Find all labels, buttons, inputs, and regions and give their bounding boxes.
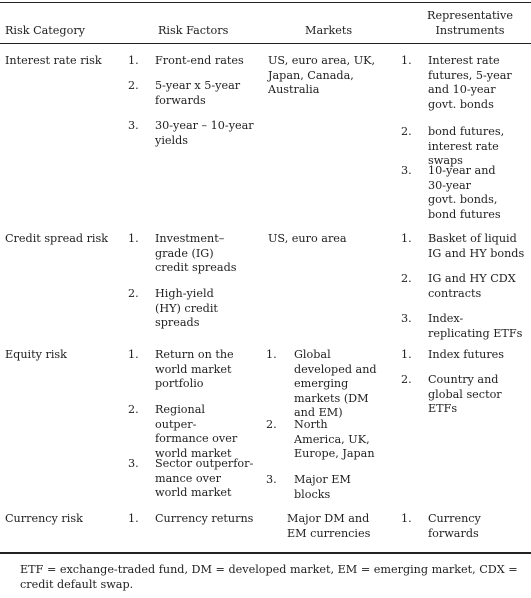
category-credit-spread: Credit spread risk [5,232,109,245]
instrument-text: Currency forwards [428,512,481,540]
markets-interest-rate: US, euro area, UK, Japan, Canada, Australia [268,54,376,96]
header-representative-instruments [420,9,520,38]
instrument-num: 1. [401,512,412,525]
factor-num: 2. [128,403,139,416]
header-instruments-line2: Instruments [435,23,505,37]
markets-currency: Major DM and EM currencies [287,512,371,540]
instrument-num: 1. [401,348,412,361]
market-text: Major EM blocks [294,473,351,501]
factor-text: Investment–grade (IG) credit spreads [155,232,237,274]
table-bottom-rule [0,552,531,554]
market-num: 1. [266,348,277,361]
header-markets: Markets [305,24,353,37]
instrument-num: 2. [401,272,412,285]
category-equity: Equity risk [5,348,67,361]
market-num: 2. [266,418,277,431]
instrument-text: bond futures, interest rate swaps [428,125,505,167]
factor-text: Return on the world market portfolio [155,348,234,390]
market-text: North America, UK, Europe, Japan [294,418,375,460]
header-rule [0,43,531,44]
factor-text: Regional outper-formance over world market [155,403,238,460]
instrument-num: 2. [401,373,412,386]
top-rule [0,2,531,3]
factor-num: 1. [128,512,139,525]
factor-text: High-yield (HY) credit spreads [155,287,218,329]
instrument-text: Index futures [428,348,505,361]
instrument-num: 3. [401,312,412,325]
factor-num: 1. [128,54,139,67]
instrument-num: 1. [401,54,412,67]
header-instruments-line1: Representative [427,9,513,22]
factor-text: 5-year x 5-year forwards [155,79,241,107]
instrument-text: IG and HY CDX contracts [428,272,516,300]
instrument-text: 10-year and 30-year govt. bonds, bond futures [428,164,501,221]
markets-credit-spread: US, euro area [268,232,347,245]
market-num: 3. [266,473,277,486]
instrument-text: Basket of liquid IG and HY bonds [428,232,525,260]
instrument-text: Index-replicating ETFs [428,312,523,340]
factor-text: 30-year – 10-year yields [155,119,254,147]
header-risk-category: Risk Category [5,24,85,37]
category-interest-rate: Interest rate risk [5,54,102,67]
category-currency: Currency risk [5,512,83,525]
instrument-num: 3. [401,164,412,177]
header-risk-factors: Risk Factors [158,24,229,37]
factor-text: Currency returns [155,512,254,525]
factor-num: 3. [128,119,139,132]
instrument-text: Country and global sector ETFs [428,373,502,415]
factor-num: 2. [128,287,139,300]
instrument-text: Interest rate futures, 5-year and 10-year govt. bonds [428,54,512,111]
factor-text: Front-end rates [155,54,244,67]
factor-text: Sector outperfor-mance over world market [155,457,254,499]
footnote: ETF = exchange-traded fund, DM = developed market, EM = emerging market, CDX = credit default swap. [20,563,518,591]
factor-num: 3. [128,457,139,470]
instrument-num: 2. [401,125,412,138]
market-text: Global developed and emerging markets (DM and EM) [294,348,377,419]
factor-num: 1. [128,348,139,361]
factor-num: 1. [128,232,139,245]
instrument-num: 1. [401,232,412,245]
factor-num: 2. [128,79,139,92]
